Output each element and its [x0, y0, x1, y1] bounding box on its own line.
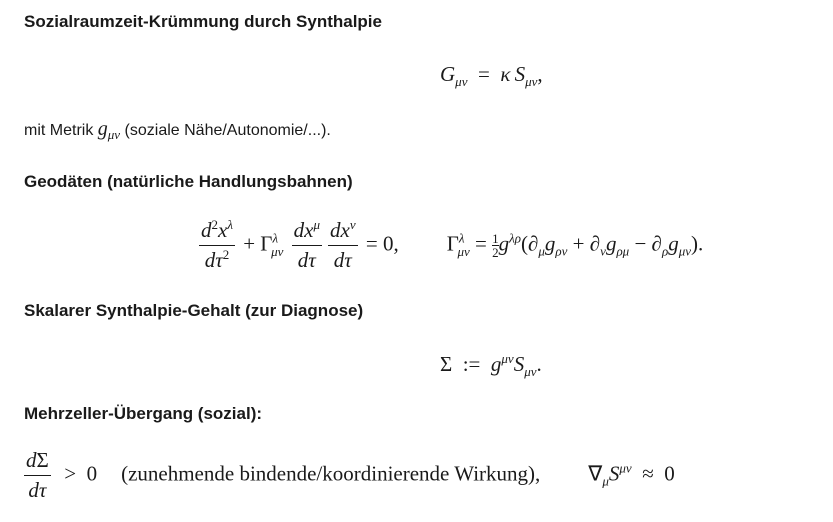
metric-suffix: (soziale Nähe/Autonomie/...).	[124, 122, 331, 139]
metric-line: mit Metrik $g_{\mu\nu}$ (soziale Nähe/Autonomie/...).	[24, 118, 331, 143]
equation-transition: $\frac{d\Sigma}{d\tau}$ > 0 (zunehmende bindende/koordinierende Wirkung), $\nabla_\mu S^{\mu\nu} \approx 0$	[26, 448, 675, 502]
section-title-krummung: Sozialraumzeit-Krümmung durch Synthalpie	[24, 12, 382, 31]
transition-comment: (zunehmende bindende/koordinierende Wirkung),	[121, 461, 541, 486]
section-title-skalar: Skalarer Synthalpie-Gehalt (zur Diagnose)	[24, 301, 364, 320]
equation-field: $G_{\mu\nu} = \kappa$ $S_{\mu\nu}$,	[440, 62, 543, 90]
equation-scalar: Σ := $g^{\mu\nu}S_{\mu\nu}$.	[440, 351, 542, 380]
equation-geodesic: $\frac{d^2x^\lambda}{d\tau^2}$ + $\Gamma^\lambda_{\mu\nu}$ $\frac{dx^\mu}{d\tau}$ $\frac{dx^\nu}{d\tau}$ = 0, $\Gamma^\lambda_{\mu\nu}$ = $\frac{1}{2}$ $g^{\lambda\rho}(\partial_\mu g_{\rho\nu} + \partial_\nu g_{\rho\mu} - \partial_\rho g_{\mu\nu})$.	[201, 217, 704, 272]
metric-prefix: mit Metrik	[24, 122, 94, 139]
section-title-mehrzeller: Mehrzeller-Übergang (sozial):	[24, 404, 263, 423]
section-title-geodaten: Geodäten (natürliche Handlungsbahnen)	[24, 172, 353, 191]
